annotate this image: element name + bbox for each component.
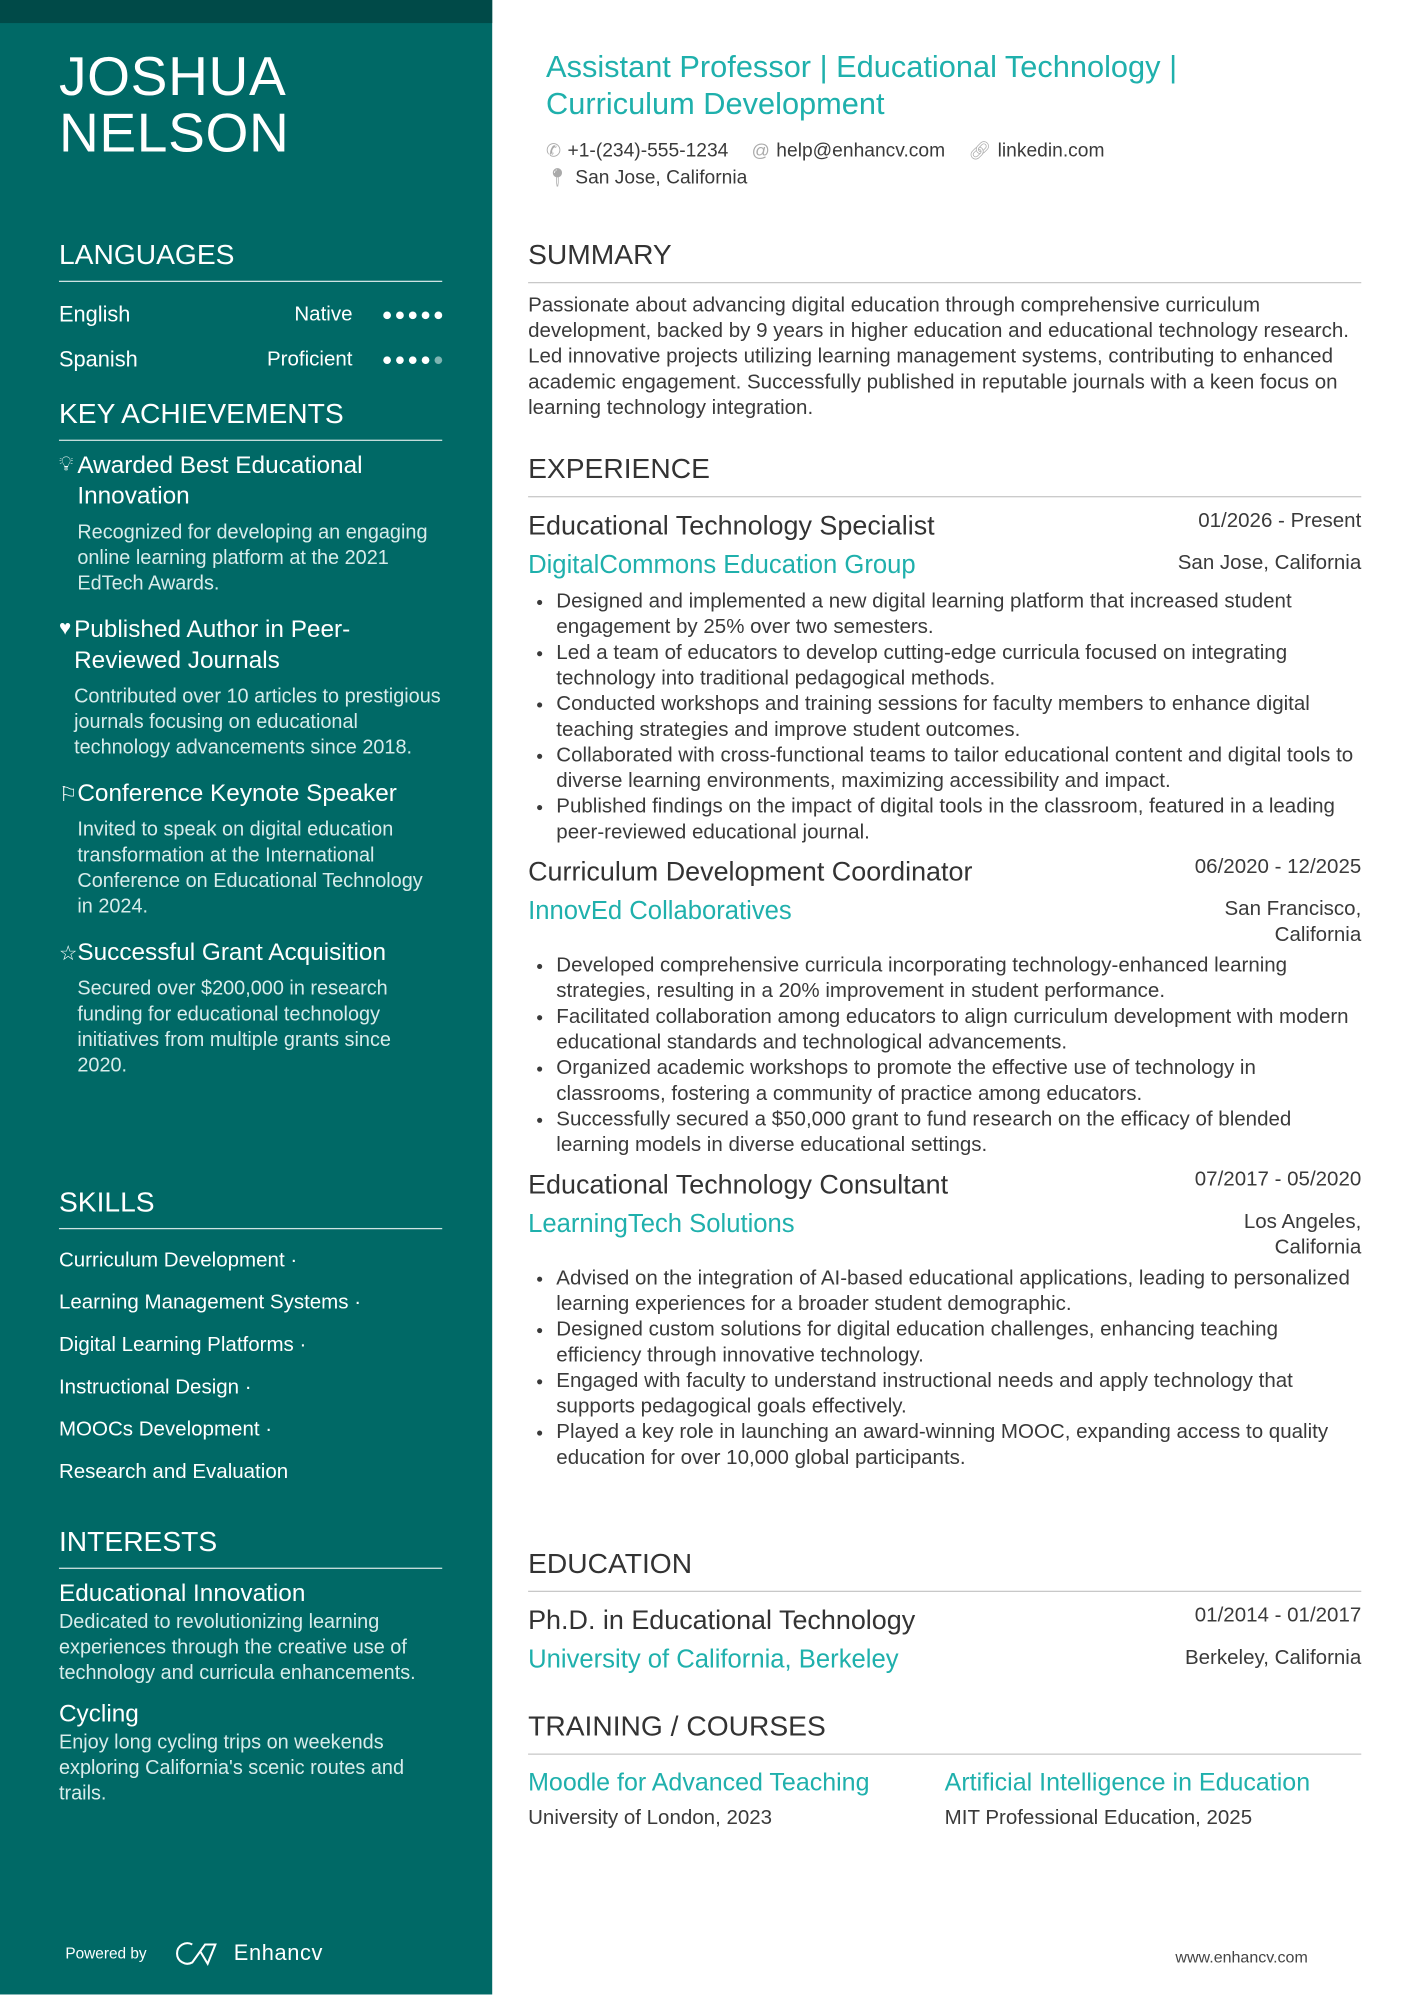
- enhancv-logo-icon: [175, 1941, 224, 1967]
- interest-title: Educational Innovation: [58, 1580, 306, 1608]
- training-heading: TRAINING / COURSES: [528, 1710, 1361, 1755]
- phone-text: +1-(234)-555-1234: [567, 139, 729, 162]
- job-bullet: • Organized academic workshops to promote the effective use of technology in classrooms, fostering a community of practice among educators.: [556, 1056, 1361, 1107]
- flag-icon: ⚐: [58, 784, 78, 807]
- job-entry: [528, 1166, 1361, 1471]
- enhancv-brand: Enhancv: [233, 1940, 324, 1965]
- interests-heading: INTERESTS: [59, 1525, 442, 1569]
- powered-by: [65, 1941, 323, 1967]
- languages-heading: LANGUAGES: [59, 238, 442, 282]
- language-item: [59, 337, 442, 382]
- job-dates: 07/2017 - 05/2020: [1194, 1169, 1362, 1191]
- linkedin-contact[interactable]: [968, 137, 1104, 164]
- skill-item: Digital Learning Platforms ·: [58, 1334, 307, 1357]
- job-bullet: • Developed comprehensive curricula incorporating technology-enhanced learning strategies, resulting in a 20% improvement in student performance.: [556, 954, 1361, 1005]
- job-bullet: • Collaborated with cross-functional teams to tailor educational content and digital tools to diverse learning environments, maximizing accessibility and impact.: [556, 743, 1361, 794]
- at-icon: @: [751, 139, 770, 161]
- sidebar: [0, 0, 492, 1994]
- achievements-section: [59, 397, 442, 1097]
- skill-item: Research and Evaluation: [58, 1461, 289, 1484]
- course-item: [945, 1765, 1362, 1834]
- achievement-item: [59, 938, 442, 1079]
- achievement-item: [59, 779, 442, 920]
- lightbulb-icon: 💡︎: [58, 453, 74, 476]
- education-heading: EDUCATION: [528, 1547, 1361, 1592]
- job-bullet: • Led a team of educators to develop cutting-edge curricula focused on integrating technology into traditional pedagogical methods.: [556, 641, 1361, 692]
- summary-heading: SUMMARY: [528, 238, 1361, 283]
- language-level: Proficient: [266, 348, 353, 370]
- heart-icon: ♥: [58, 617, 72, 640]
- job-bullet: • Published findings on the impact of digital tools in the classroom, featured in a leading peer-reviewed educational journal.: [556, 795, 1361, 846]
- skill-item: Learning Management Systems ·: [58, 1292, 362, 1314]
- location-pin-icon: 📍︎: [546, 166, 569, 188]
- phone-contact: [546, 137, 728, 164]
- achievement-description: Invited to speak on digital education transformation at the International Conference on Educational Technology in 2024.: [77, 819, 423, 918]
- job-bullets: [556, 954, 1361, 1159]
- languages-section: [59, 238, 442, 382]
- job-bullet: • Designed custom solutions for digital education challenges, enhancing teaching efficiency through innovative technology.: [556, 1318, 1361, 1369]
- language-level: Native: [294, 303, 353, 325]
- location-text: San Jose, California: [575, 166, 748, 189]
- course-item: [528, 1765, 945, 1834]
- level-dot: [409, 356, 417, 364]
- interest-description: Dedicated to revolutionizing learning experiences through the creative use of technology and curricula enhancements.: [58, 1611, 416, 1685]
- course-provider: MIT Professional Education, 2025: [944, 1807, 1253, 1830]
- job-location: San Francisco, California: [1224, 898, 1362, 946]
- level-dot: [396, 311, 404, 319]
- course-title: Artificial Intelligence in Education: [944, 1768, 1311, 1798]
- interests-section: [59, 1525, 442, 1820]
- job-dates: 06/2020 - 12/2025: [1194, 856, 1362, 879]
- achievement-description: Secured over $200,000 in research funding for educational technology initiatives from multiple grants since 2020.: [77, 978, 391, 1077]
- job-bullet: • Successfully secured a $50,000 grant to fund research on the efficacy of blended learning models in diverse educational settings.: [556, 1107, 1361, 1158]
- level-dot: [409, 311, 417, 319]
- achievement-description: Contributed over 10 articles to prestigious journals focusing on educational technology advancements since 2018.: [74, 685, 441, 759]
- job-title: Educational Technology Consultant: [528, 1170, 949, 1200]
- job-entry: [528, 508, 1361, 846]
- company-name: DigitalCommons Education Group: [528, 551, 916, 580]
- achievement-title: Awarded Best Educational Innovation: [77, 452, 363, 511]
- job-bullet: • Engaged with faculty to understand instructional needs and apply technology that supports pedagogical goals effectively.: [556, 1369, 1361, 1420]
- job-dates: 01/2026 - Present: [1198, 510, 1362, 532]
- job-bullet: • Advised on the integration of AI-based educational applications, leading to personalized learning experiences for a broader student demographic.: [556, 1266, 1361, 1317]
- language-name: Spanish: [58, 346, 138, 372]
- company-name: InnovEd Collaboratives: [528, 897, 792, 926]
- job-bullet: • Conducted workshops and training sessions for faculty members to enhance digital teaching strategies and improve student outcomes.: [556, 692, 1361, 743]
- location-contact: [546, 164, 747, 191]
- interest-description: Enjoy long cycling trips on weekends exploring California's scenic routes and trails.: [58, 1731, 405, 1805]
- school: University of California, Berkeley: [528, 1645, 899, 1675]
- summary-text: Passionate about advancing digital education through comprehensive curriculum development, backed by 9 years in higher education and educational technology research. Led innovative projects utilizing learning management systems, contributing to enhanced academic engagement. Successfully published in reputable journals with a keen focus on learning technology integration.: [528, 294, 1349, 420]
- education-section: [528, 1547, 1361, 1679]
- email-contact[interactable]: [752, 137, 945, 164]
- job-location: San Jose, California: [1177, 552, 1362, 575]
- level-dot: [422, 311, 430, 319]
- achievement-item: [59, 451, 442, 597]
- skill-item: Curriculum Development ·: [58, 1249, 298, 1272]
- star-icon: ☆: [58, 943, 78, 966]
- experience-heading: EXPERIENCE: [528, 452, 1361, 497]
- level-dot: [396, 356, 404, 364]
- level-dot: [383, 311, 391, 319]
- level-dot: [422, 356, 430, 364]
- education-location: Berkeley, California: [1184, 1647, 1362, 1669]
- job-title-headline: Assistant Professor | Educational Technology | Curriculum Development: [546, 49, 1178, 122]
- achievement-title: Published Author in Peer-Reviewed Journals: [74, 616, 351, 675]
- level-dot: [435, 356, 443, 364]
- course-provider: University of London, 2023: [528, 1807, 773, 1830]
- job-bullet: • Designed and implemented a new digital learning platform that increased student engagement by 25% over two semesters.: [556, 590, 1361, 641]
- powered-by-label: Powered by: [65, 1944, 147, 1963]
- job-bullets: [556, 1266, 1361, 1471]
- achievement-title: Successful Grant Acquisition: [77, 939, 387, 967]
- job-location: Los Angeles, California: [1243, 1211, 1362, 1259]
- enhancv-url: www.enhancv.com: [1175, 1948, 1308, 1967]
- skill-item: Instructional Design ·: [58, 1376, 252, 1399]
- achievement-description: Recognized for developing an engaging online learning platform at the 2021 EdTech Awards.: [77, 521, 428, 595]
- course-title: Moodle for Advanced Teaching: [528, 1768, 870, 1798]
- achievement-item: [59, 615, 442, 761]
- job-bullet: • Played a key role in launching an award-winning MOOC, expanding access to quality education for over 10,000 global participants.: [556, 1420, 1361, 1471]
- job-bullet: • Facilitated collaboration among educators to align curriculum development with modern educational standards and technological advancements.: [556, 1005, 1361, 1056]
- link-icon: 🔗︎: [968, 139, 992, 161]
- level-dot: [435, 311, 443, 319]
- education-dates: 01/2014 - 01/2017: [1194, 1604, 1362, 1627]
- degree: Ph.D. in Educational Technology: [528, 1606, 916, 1636]
- candidate-name: JOSHUA NELSON: [58, 46, 290, 165]
- job-title: Educational Technology Specialist: [528, 511, 935, 541]
- language-level-dots: [383, 356, 442, 364]
- skill-item: MOOCs Development ·: [58, 1418, 273, 1441]
- linkedin-text[interactable]: linkedin.com: [997, 139, 1105, 162]
- language-level-dots: [383, 311, 442, 319]
- job-entry: [528, 854, 1361, 1159]
- top-bar: [0, 0, 492, 23]
- job-title: Curriculum Development Coordinator: [528, 857, 973, 888]
- language-name: English: [58, 301, 131, 327]
- summary-section: [528, 238, 1361, 421]
- achievements-heading: KEY ACHIEVEMENTS: [59, 397, 442, 441]
- interest-title: Cycling: [58, 1700, 139, 1728]
- phone-icon: ✆: [546, 139, 562, 161]
- training-section: [528, 1710, 1361, 1834]
- level-dot: [383, 356, 391, 364]
- skills-section: [59, 1186, 442, 1494]
- skills-heading: SKILLS: [59, 1186, 442, 1230]
- job-bullets: [556, 590, 1361, 846]
- contact-info: [546, 137, 1122, 191]
- achievement-title: Conference Keynote Speaker: [77, 780, 397, 808]
- language-item: [59, 292, 442, 337]
- company-name: LearningTech Solutions: [528, 1210, 795, 1239]
- email-text[interactable]: help@enhancv.com: [776, 139, 946, 162]
- experience-section: [528, 452, 1361, 1479]
